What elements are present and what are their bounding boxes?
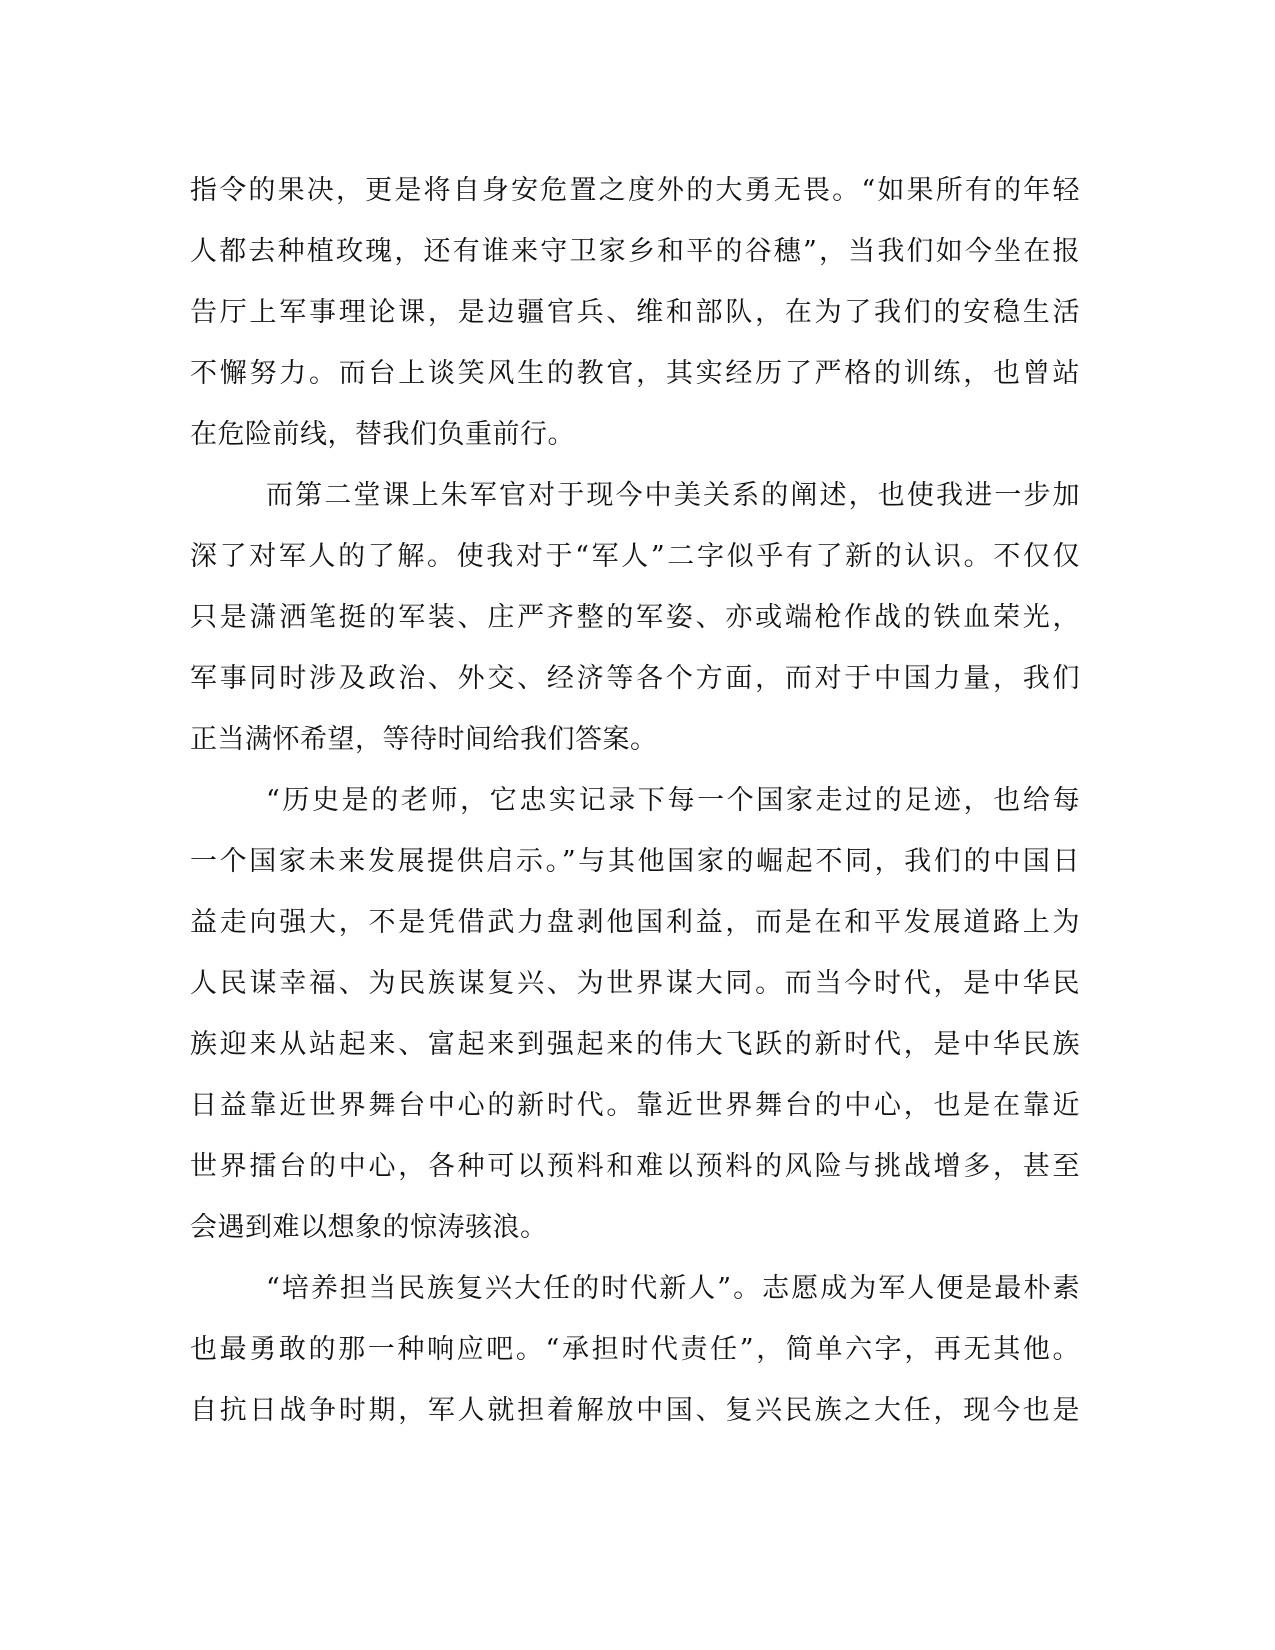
text-line: 指令的果决，更是将自身安危置之度外的大勇无畏。“如果所有的年轻	[190, 175, 1080, 206]
text-line: 日益靠近世界舞台中心的新时代。靠近世界舞台的中心，也是在靠近	[190, 1090, 1080, 1121]
text-line: 在危险前线，替我们负重前行。	[190, 419, 575, 450]
text-line: 告厅上军事理论课，是边疆官兵、维和部队，在为了我们的安稳生活	[190, 297, 1080, 328]
text-line: 会遇到难以想象的惊涛骇浪。	[190, 1212, 548, 1243]
text-line: 自抗日战争时期，军人就担着解放中国、复兴民族之大任，现今也是	[190, 1395, 1080, 1426]
text-line: 族迎来从站起来、富起来到强起来的伟大飞跃的新时代，是中华民族	[190, 1029, 1080, 1060]
text-line: 益走向强大，不是凭借武力盘剥他国利益，而是在和平发展道路上为	[190, 907, 1080, 938]
body-text	[190, 160, 1080, 1441]
text-line: 而第二堂课上朱军官对于现今中美关系的阐述，也使我进一步加	[266, 480, 1080, 511]
text-line: 世界擂台的中心，各种可以预料和难以预料的风险与挑战增多，甚至	[190, 1151, 1080, 1182]
text-line: 深了对军人的了解。使我对于“军人”二字似乎有了新的认识。不仅仅	[190, 541, 1080, 572]
text-line: 人都去种植玫瑰，还有谁来守卫家乡和平的谷穗”，当我们如今坐在报	[190, 236, 1080, 267]
text-line: 也最勇敢的那一种响应吧。“承担时代责任”，简单六字，再无其他。	[190, 1334, 1080, 1365]
text-line: 不懈努力。而台上谈笑风生的教官，其实经历了严格的训练，也曾站	[190, 358, 1080, 389]
text-line: 一个国家未来发展提供启示。”与其他国家的崛起不同，我们的中国日	[190, 846, 1080, 877]
text-line: 正当满怀希望，等待时间给我们答案。	[190, 724, 658, 755]
text-line: “培养担当民族复兴大任的时代新人”。志愿成为军人便是最朴素	[266, 1273, 1080, 1304]
text-line: “历史是的老师，它忠实记录下每一个国家走过的足迹，也给每	[266, 785, 1080, 816]
text-line: 只是潇洒笔挺的军装、庄严齐整的军姿、亦或端枪作战的铁血荣光，	[190, 602, 1080, 633]
text-line: 军事同时涉及政治、外交、经济等各个方面，而对于中国力量，我们	[190, 663, 1080, 694]
text-line: 人民谋幸福、为民族谋复兴、为世界谋大同。而当今时代，是中华民	[190, 968, 1080, 999]
